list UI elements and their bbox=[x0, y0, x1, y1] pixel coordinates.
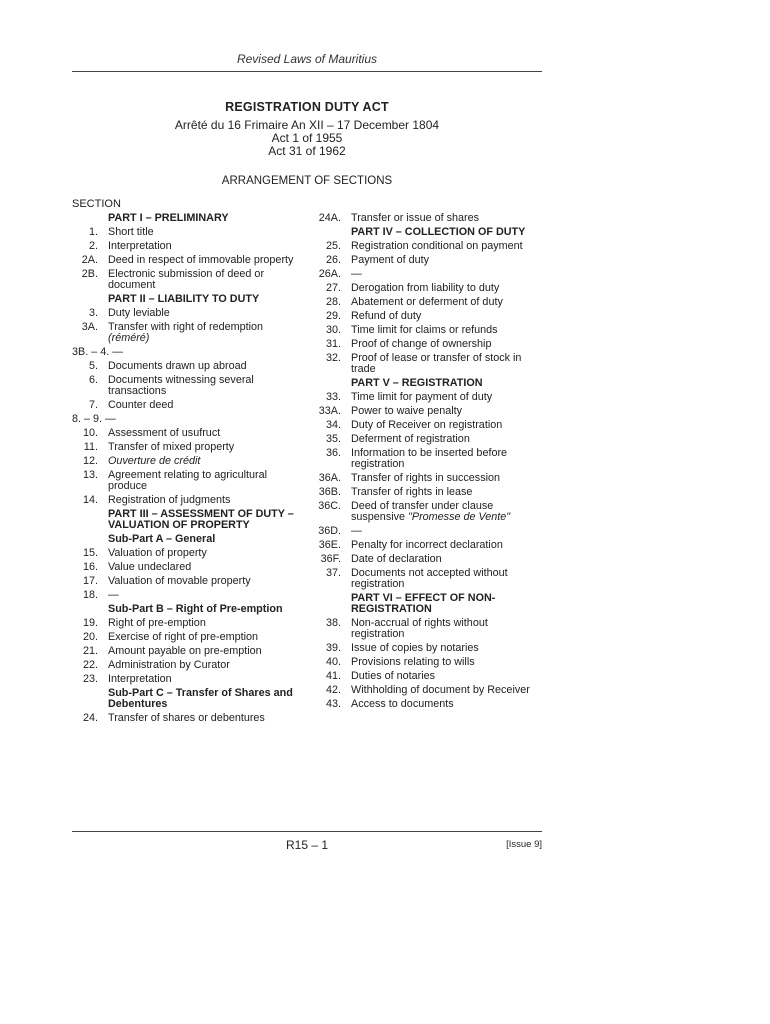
section-title bbox=[341, 473, 542, 484]
section-number: 3B. – 4. — bbox=[72, 346, 124, 358]
contents-entry bbox=[308, 501, 542, 523]
issue-label: [Issue 9] bbox=[506, 839, 542, 850]
section-title bbox=[98, 400, 297, 411]
section-title-text: Proof of change of ownership bbox=[351, 338, 492, 350]
part-heading bbox=[308, 378, 542, 389]
section-number: 23. bbox=[82, 673, 98, 685]
section-title bbox=[341, 554, 542, 565]
section-number: 40. bbox=[325, 656, 341, 668]
section-title bbox=[341, 671, 542, 682]
contents-entry bbox=[72, 562, 297, 573]
section-number: 38. bbox=[325, 617, 341, 629]
section-title bbox=[341, 297, 542, 308]
section-title bbox=[341, 657, 542, 668]
contents-entry bbox=[72, 255, 297, 266]
section-title-text: Time limit for claims or refunds bbox=[351, 324, 498, 336]
section-title bbox=[341, 392, 542, 403]
section-number bbox=[72, 213, 98, 224]
section-number: 16. bbox=[82, 561, 98, 573]
section-title-text: Registration of judgments bbox=[108, 494, 231, 506]
section-title bbox=[341, 269, 542, 280]
contents-entry bbox=[72, 308, 297, 319]
section-title-text: Power to waive penalty bbox=[351, 405, 463, 417]
section-number: 7. bbox=[88, 399, 98, 411]
section-number: 29. bbox=[325, 310, 341, 322]
contents-entry bbox=[72, 269, 297, 291]
section-title-text: Ouverture de crédit bbox=[108, 455, 201, 467]
section-number: 28. bbox=[325, 296, 341, 308]
section-title-text: Issue of copies by notaries bbox=[351, 642, 479, 654]
section-title bbox=[98, 456, 297, 467]
contents-entry bbox=[308, 255, 542, 266]
section-number: 12. bbox=[82, 455, 98, 467]
section-title bbox=[98, 227, 297, 238]
section-title bbox=[98, 470, 297, 492]
section-title-text: Time limit for payment of duty bbox=[351, 391, 493, 403]
section-title-text: Information to be inserted before registration bbox=[351, 447, 508, 470]
section-title-text: Documents witnessing several transactions bbox=[108, 374, 254, 397]
section-title bbox=[341, 406, 542, 417]
section-label: SECTION bbox=[72, 198, 121, 210]
section-title-text: Derogation from liability to duty bbox=[351, 282, 500, 294]
section-title-text: Transfer of shares or debentures bbox=[108, 712, 265, 724]
section-number: 3A. bbox=[81, 321, 98, 333]
contents-entry bbox=[308, 618, 542, 640]
contents-entry bbox=[72, 347, 297, 358]
section-title-text: Documents not accepted without registration bbox=[351, 567, 508, 590]
contents-entry bbox=[72, 646, 297, 657]
section-number: 39. bbox=[325, 642, 341, 654]
contents-entry bbox=[308, 434, 542, 445]
section-title bbox=[98, 347, 297, 358]
section-title-text: Interpretation bbox=[108, 673, 172, 685]
contents-entry bbox=[308, 213, 542, 224]
contents-entry bbox=[72, 576, 297, 587]
section-title bbox=[341, 255, 542, 266]
section-title bbox=[341, 434, 542, 445]
section-title-text: Sub-Part C – Transfer of Shares and Debentures bbox=[108, 687, 293, 710]
contents-entry bbox=[72, 322, 297, 344]
page-number: R15 – 1 bbox=[285, 838, 329, 852]
contents-entry bbox=[308, 241, 542, 252]
contents-entry bbox=[308, 487, 542, 498]
section-title bbox=[341, 283, 542, 294]
section-title bbox=[98, 294, 297, 305]
section-title-text: Administration by Curator bbox=[108, 659, 230, 671]
section-title-text: Agreement relating to agricultural produce bbox=[108, 469, 268, 492]
section-title bbox=[341, 487, 542, 498]
section-title-text: Transfer of rights in lease bbox=[351, 486, 473, 498]
section-number: 18. bbox=[82, 589, 98, 601]
section-title bbox=[98, 495, 297, 506]
contents-entry bbox=[308, 657, 542, 668]
section-number: 22. bbox=[82, 659, 98, 671]
act-reference-1955: Act 1 of 1955 bbox=[271, 131, 343, 145]
section-title-text: Registration conditional on payment bbox=[351, 240, 523, 252]
section-title-text: PART IV – COLLECTION OF DUTY bbox=[351, 226, 526, 238]
section-title bbox=[341, 213, 542, 224]
section-title-text: Payment of duty bbox=[351, 254, 430, 266]
section-title bbox=[98, 255, 297, 266]
section-title-text: Amount payable on pre-emption bbox=[108, 645, 262, 657]
section-number: 1. bbox=[88, 226, 98, 238]
contents-right-column bbox=[308, 213, 542, 713]
section-title-text: Short title bbox=[108, 226, 154, 238]
section-number: 36C. bbox=[318, 500, 341, 512]
contents-entry bbox=[72, 442, 297, 453]
section-title bbox=[341, 325, 542, 336]
part-heading bbox=[72, 604, 297, 615]
section-title-text: Deferment of registration bbox=[351, 433, 470, 445]
section-number: 37. bbox=[325, 567, 341, 579]
section-title-text: PART II – LIABILITY TO DUTY bbox=[108, 293, 260, 305]
section-title-text: Access to documents bbox=[351, 698, 454, 710]
part-heading bbox=[308, 227, 542, 238]
section-title-text: Transfer with right of redemption bbox=[108, 321, 264, 333]
section-title bbox=[98, 590, 297, 601]
section-title-text: Transfer of rights in succession bbox=[351, 472, 501, 484]
section-title bbox=[341, 643, 542, 654]
section-title bbox=[98, 414, 297, 425]
section-number: 20. bbox=[82, 631, 98, 643]
section-number: 5. bbox=[88, 360, 98, 372]
section-number: 26A. bbox=[318, 268, 341, 280]
section-title-text: Duty of Receiver on registration bbox=[351, 419, 503, 431]
section-title bbox=[341, 378, 542, 389]
section-title bbox=[341, 593, 542, 615]
section-title-text: Transfer or issue of shares bbox=[351, 212, 480, 224]
section-title bbox=[98, 688, 297, 710]
section-number: 3. bbox=[88, 307, 98, 319]
section-title-text: Valuation of property bbox=[108, 547, 207, 559]
section-title-text: Valuation of movable property bbox=[108, 575, 251, 587]
section-number: 10. bbox=[82, 427, 98, 439]
contents-entry bbox=[308, 339, 542, 350]
section-number: 30. bbox=[325, 324, 341, 336]
contents-entry bbox=[72, 713, 297, 724]
section-title-text: Right of pre-emption bbox=[108, 617, 206, 629]
contents-entry bbox=[72, 660, 297, 671]
contents-entry bbox=[72, 470, 297, 492]
contents-entry bbox=[308, 643, 542, 654]
section-title-text: Proof of lease or transfer of stock in trade bbox=[351, 352, 522, 375]
section-title-text: PART VI – EFFECT OF NON-REGISTRATION bbox=[351, 592, 496, 615]
contents-entry bbox=[72, 414, 297, 425]
contents-entry bbox=[72, 227, 297, 238]
section-number: 21. bbox=[82, 645, 98, 657]
section-number: 36. bbox=[325, 447, 341, 459]
section-title-text: PART III – ASSESSMENT OF DUTY – VALUATION OF PROPERTY bbox=[108, 508, 294, 531]
section-title-text: Abatement or deferment of duty bbox=[351, 296, 503, 308]
section-number bbox=[308, 227, 341, 238]
contents-entry bbox=[308, 311, 542, 322]
section-number bbox=[72, 534, 98, 545]
contents-entry bbox=[72, 632, 297, 643]
section-title bbox=[98, 632, 297, 643]
section-title bbox=[98, 442, 297, 453]
contents-left-column bbox=[72, 213, 297, 727]
section-title-text: Exercise of right of pre-emption bbox=[108, 631, 259, 643]
contents-entry bbox=[308, 297, 542, 308]
section-number: 42. bbox=[325, 684, 341, 696]
section-title bbox=[341, 540, 542, 551]
contents-entry bbox=[308, 269, 542, 280]
act-date-line: Arrêté du 16 Frimaire An XII – 17 December 1804 bbox=[174, 118, 440, 132]
section-number: 14. bbox=[82, 494, 98, 506]
section-title bbox=[341, 339, 542, 350]
contents-entry bbox=[308, 353, 542, 375]
section-number: 13. bbox=[82, 469, 98, 481]
section-number: 36E. bbox=[318, 539, 341, 551]
section-number: 2B. bbox=[81, 268, 98, 280]
contents-entry bbox=[72, 241, 297, 252]
section-number: 35. bbox=[325, 433, 341, 445]
section-number: 31. bbox=[325, 338, 341, 350]
section-title-text: PART V – REGISTRATION bbox=[351, 377, 483, 389]
contents-entry bbox=[308, 283, 542, 294]
section-title bbox=[341, 568, 542, 590]
section-number: 17. bbox=[82, 575, 98, 587]
contents-entry bbox=[72, 456, 297, 467]
section-title-text: Counter deed bbox=[108, 399, 174, 411]
section-title-text: Assessment of usufruct bbox=[108, 427, 221, 439]
section-number: 36F. bbox=[320, 553, 341, 565]
section-number bbox=[72, 509, 98, 531]
section-number: 2A. bbox=[81, 254, 98, 266]
section-number bbox=[308, 593, 341, 615]
contents-entry bbox=[308, 540, 542, 551]
contents-entry bbox=[72, 375, 297, 397]
section-number: 26. bbox=[325, 254, 341, 266]
section-number: 24. bbox=[82, 712, 98, 724]
section-title-italic: (réméré) bbox=[108, 332, 150, 344]
section-title bbox=[98, 646, 297, 657]
section-title-text: — bbox=[351, 268, 362, 280]
section-title bbox=[98, 509, 297, 531]
section-number: 19. bbox=[82, 617, 98, 629]
act-title: REGISTRATION DUTY ACT bbox=[225, 100, 389, 114]
contents-entry bbox=[308, 406, 542, 417]
section-number: 27. bbox=[325, 282, 341, 294]
act-reference-1962: Act 31 of 1962 bbox=[268, 144, 346, 158]
contents-entry bbox=[72, 495, 297, 506]
section-number bbox=[72, 294, 98, 305]
contents-entry bbox=[308, 554, 542, 565]
section-number: 43. bbox=[325, 698, 341, 710]
contents-entry bbox=[308, 526, 542, 537]
section-number: 25. bbox=[325, 240, 341, 252]
section-title bbox=[98, 428, 297, 439]
part-heading bbox=[72, 213, 297, 224]
section-title-text: Electronic submission of deed or document bbox=[108, 268, 265, 291]
section-number: 32. bbox=[325, 352, 341, 364]
section-title bbox=[98, 322, 297, 344]
section-number: 36D. bbox=[318, 525, 341, 537]
section-number: 41. bbox=[325, 670, 341, 682]
section-title bbox=[98, 213, 297, 224]
section-title bbox=[341, 448, 542, 470]
part-heading bbox=[72, 509, 297, 531]
contents-entry bbox=[308, 420, 542, 431]
section-title bbox=[341, 311, 542, 322]
section-title-text: Duties of notaries bbox=[351, 670, 436, 682]
section-title-text: PART I – PRELIMINARY bbox=[108, 212, 229, 224]
section-title bbox=[341, 501, 542, 523]
contents-entry bbox=[72, 361, 297, 372]
section-title-text: Value undeclared bbox=[108, 561, 192, 573]
contents-entry bbox=[308, 392, 542, 403]
section-title-text: Withholding of document by Receiver bbox=[351, 684, 530, 696]
section-title-text: Provisions relating to wills bbox=[351, 656, 475, 668]
contents-entry bbox=[72, 548, 297, 559]
contents-entry bbox=[308, 448, 542, 470]
section-title bbox=[98, 241, 297, 252]
section-title bbox=[98, 660, 297, 671]
section-title bbox=[98, 604, 297, 615]
section-title bbox=[98, 713, 297, 724]
contents-entry bbox=[308, 325, 542, 336]
section-title bbox=[341, 227, 542, 238]
section-title bbox=[98, 576, 297, 587]
contents-entry bbox=[72, 674, 297, 685]
header-rule bbox=[72, 71, 542, 72]
section-title bbox=[341, 618, 542, 640]
section-title bbox=[98, 562, 297, 573]
contents-entry bbox=[72, 400, 297, 411]
arrangement-heading: ARRANGEMENT OF SECTIONS bbox=[221, 175, 393, 187]
section-title-text: — bbox=[351, 525, 362, 537]
part-heading bbox=[308, 593, 542, 615]
section-title-text: Refund of duty bbox=[351, 310, 422, 322]
section-title-text: Interpretation bbox=[108, 240, 172, 252]
section-title bbox=[98, 618, 297, 629]
section-title-text: Documents drawn up abroad bbox=[108, 360, 247, 372]
contents-entry bbox=[308, 671, 542, 682]
section-title-text: Transfer of mixed property bbox=[108, 441, 235, 453]
section-title bbox=[341, 353, 542, 375]
section-number: 8. – 9. — bbox=[72, 413, 116, 425]
section-title bbox=[98, 375, 297, 397]
section-number: 33. bbox=[325, 391, 341, 403]
section-title bbox=[341, 526, 542, 537]
contents-entry bbox=[308, 473, 542, 484]
section-number bbox=[72, 604, 98, 615]
section-title-text: Deed in respect of immovable property bbox=[108, 254, 294, 266]
section-number: 34. bbox=[325, 419, 341, 431]
section-title bbox=[98, 308, 297, 319]
part-heading bbox=[72, 294, 297, 305]
section-title-text: Penalty for incorrect declaration bbox=[351, 539, 503, 551]
contents-entry bbox=[308, 685, 542, 696]
section-title-text: Duty leviable bbox=[108, 307, 170, 319]
part-heading bbox=[72, 688, 297, 710]
section-title bbox=[98, 269, 297, 291]
section-number: 2. bbox=[88, 240, 98, 252]
footer-rule bbox=[72, 831, 542, 832]
section-number: 15. bbox=[82, 547, 98, 559]
contents-entry bbox=[308, 699, 542, 710]
section-title bbox=[98, 548, 297, 559]
section-title-text: Date of declaration bbox=[351, 553, 442, 565]
section-title-text: — bbox=[108, 589, 119, 601]
contents-entry bbox=[72, 428, 297, 439]
section-title bbox=[341, 420, 542, 431]
section-number: 33A. bbox=[318, 405, 341, 417]
section-number: 36B. bbox=[318, 486, 341, 498]
section-title-text: Non-accrual of rights without registration bbox=[351, 617, 488, 640]
section-title-text: Sub-Part A – General bbox=[108, 533, 216, 545]
contents-entry bbox=[308, 568, 542, 590]
section-number: 6. bbox=[88, 374, 98, 386]
section-title bbox=[341, 699, 542, 710]
title-block bbox=[72, 101, 542, 158]
section-number: 11. bbox=[83, 441, 98, 453]
section-number: 24A. bbox=[318, 212, 341, 224]
section-title bbox=[341, 685, 542, 696]
section-title-text: Sub-Part B – Right of Pre-emption bbox=[108, 603, 283, 615]
section-number: 36A. bbox=[318, 472, 341, 484]
section-title bbox=[98, 361, 297, 372]
contents-entry bbox=[72, 590, 297, 601]
section-number bbox=[308, 378, 341, 389]
section-title bbox=[98, 534, 297, 545]
contents-entry bbox=[72, 618, 297, 629]
running-header: Revised Laws of Mauritius bbox=[236, 52, 378, 66]
section-number bbox=[72, 688, 98, 710]
section-title bbox=[98, 674, 297, 685]
section-title-italic: "Promesse de Vente" bbox=[408, 511, 511, 523]
part-heading bbox=[72, 534, 297, 545]
section-title bbox=[341, 241, 542, 252]
section-title-text: Deed of transfer under clause suspensive bbox=[351, 500, 494, 523]
